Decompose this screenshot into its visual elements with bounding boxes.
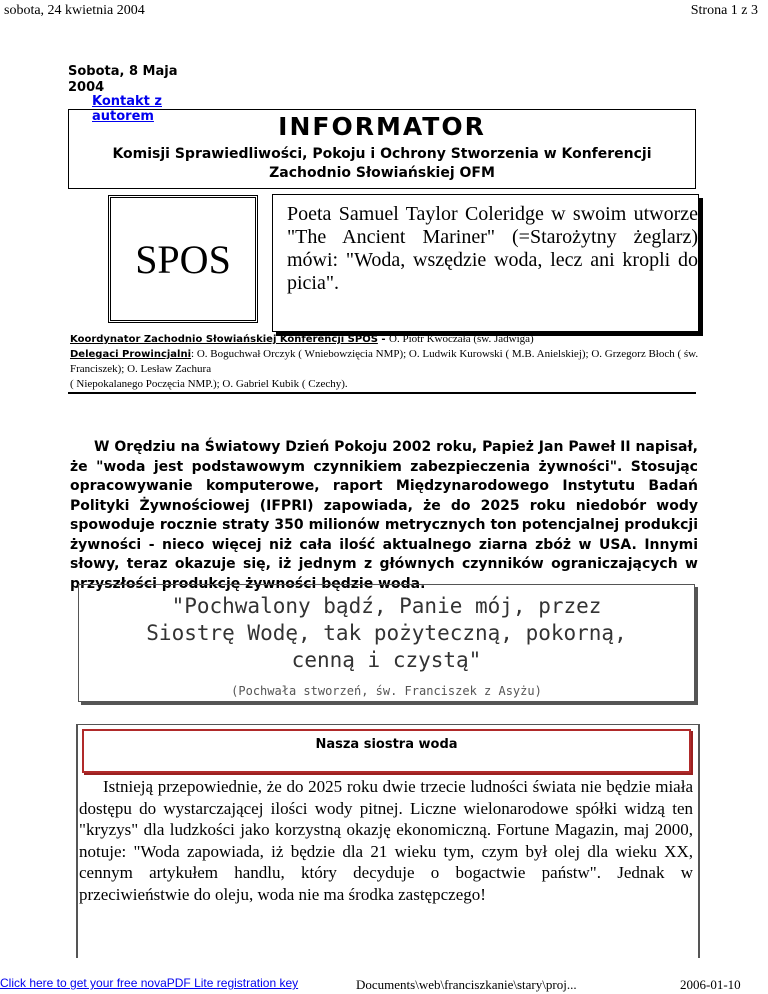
canticle-line2: Siostrę Wodę, tak pożyteczną, pokorną,: [146, 621, 627, 645]
delegates-label: Delegaci Prowincjalni: [70, 349, 192, 360]
canticle-text: [79, 593, 694, 674]
canticle-line3: cenną i czystą": [291, 648, 482, 672]
novapdf-promo-link[interactable]: Click here to get your free novaPDF Lite registration key: [0, 976, 299, 990]
masthead-subtitle-line2: Zachodnio Słowiańskiej OFM: [269, 165, 495, 181]
divider: [68, 392, 696, 394]
masthead-subtitle-line1: Komisji Sprawiedliwości, Pokoju i Ochrony Stworzenia w Konferencji: [112, 146, 652, 162]
delegates-value-cont: ( Niepokalanego Poczęcia NMP.); O. Gabriel Kubik ( Czechy).: [70, 378, 348, 390]
canticle-source: (Pochwała stworzeń, św. Franciszek z Asyżu): [231, 684, 542, 698]
issue-date-line1: Sobota, 8 Maja: [68, 64, 178, 79]
print-footer-date: 2006-01-10: [680, 977, 741, 992]
coordinators-block: [70, 332, 710, 392]
section-heading: Nasza siostra woda: [82, 729, 691, 773]
print-footer-path: Documents\web\franciszkanie\stary\proj...: [356, 977, 577, 992]
coordinator-label: Koordynator Zachodnio Słowiańskiej Konferencji SPOS: [70, 334, 378, 345]
delegates-value: : O. Boguchwał Orczyk ( Wniebowzięcia NMP); O. Ludwik Kurowski ( M.B. Anielskiej); O. Grzegorz Błoch ( św. Franciszek); O. Lesław Zachura: [70, 348, 699, 375]
print-header-date: sobota, 24 kwietnia 2004: [4, 3, 145, 18]
section-body: Istnieją przepowiednie, że do 2025 roku dwie trzecie ludności świata nie będzie miała dostępu do wystarczającej ilości wody pitnej. Liczne wielonarodowe spółki widzą ten "kryzys" dla ludzkości jako korzystną okazję ekonomiczną. Fortune Magazin, maj 2000, notuje: "Woda zapowiada, iż będzie dla 21 wieku tym, czym był olej dla wieku XX, cennym artykułem handlu, który decyduje o bogactwie państw". Jednak w przeciwieństwie do oleju, woda nie ma środka zastępczego!: [79, 777, 693, 904]
lead-paragraph: W Orędziu na Światowy Dzień Pokoju 2002 roku, Papież Jan Paweł II napisał, że "woda jest podstawowym czynnikiem zabezpieczenia żywności". Stosując opracowywanie komputerowe, raport Międzynarodowego Instytutu Badań Polityki Żywnościowej (IFPRI) zapowiada, że do 2025 roku niedobór wody spowoduje rocznie straty 350 milionów metrycznych ton potencjalnej produkcji żywności - nieco więcej niż cała ilość aktualnego ziarna zbóż w USA. Innymi słowy, teraz okazuje się, iż jednym z głównych czynników ograniczających w przyszłości produkcję żywności będzie woda.: [70, 439, 698, 592]
contact-author-link[interactable]: Kontakt z autorem: [92, 94, 162, 124]
masthead: [68, 109, 696, 189]
masthead-subtitle: [69, 145, 695, 183]
spos-logo-box: SPOS: [108, 195, 258, 323]
coleridge-quote-box: Poeta Samuel Taylor Coleridge w swoim utworze "The Ancient Mariner" (=Starożytny żeglarz) mówi: "Woda, wszędzie woda, lecz ani kropli do picia".: [272, 194, 699, 332]
issue-date-line2: 2004: [68, 80, 105, 95]
coordinator-value: O. Piotr Kwoczała (św. Jadwiga): [389, 333, 534, 345]
canticle-quote-box: [78, 584, 695, 702]
issue-date: [68, 64, 188, 96]
coordinator-separator: -: [377, 334, 390, 345]
print-header-page: Strona 1 z 3: [690, 3, 758, 18]
canticle-line1: "Pochwalony bądź, Panie mój, przez: [171, 594, 602, 618]
masthead-title: INFORMATOR: [278, 112, 486, 141]
